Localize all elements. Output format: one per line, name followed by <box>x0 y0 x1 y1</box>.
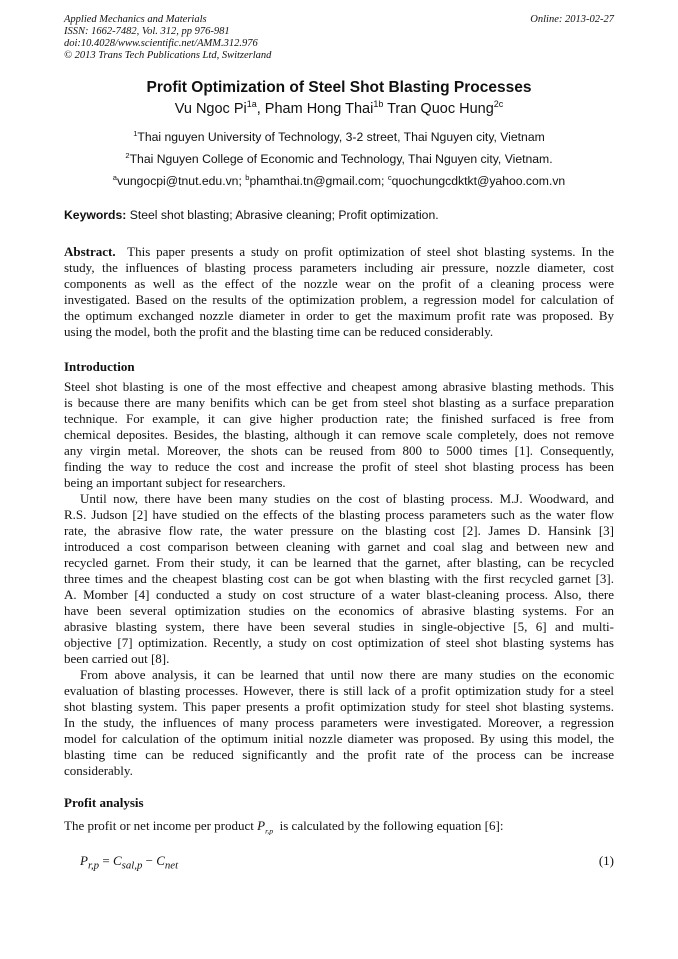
equation-1: $P_{r,p} = C_{sal,p} - C_{net}$ <box>80 853 179 872</box>
introduction-line: chemical deposites. Besides, the blasting, although it can remove scale completely, does not remove <box>64 427 614 442</box>
paper-title: Profit Optimization of Steel Shot Blasting Processes <box>146 79 532 96</box>
online-date: Online: 2013-02-27 <box>530 14 614 25</box>
introduction-line: abrasive blasting system, there have been several studies in single-objective [5, 6] and multi- <box>64 619 614 634</box>
email: quochungcdktkt@yahoo.com.vn <box>391 174 566 188</box>
email: vungocpi@tnut.edu.vn; <box>116 174 246 188</box>
issn: ISSN: 1662-7482, Vol. 312, pp 976-981 <box>64 26 230 37</box>
abstract-line: investigated. Based on the results of the optimization problem, a regression model for calculation of <box>64 292 614 307</box>
abstract-line: components as well as the effect of the nozzle wear on the profit of a cleaning process were <box>64 276 614 291</box>
introduction-line: introduced a cost comparison between cleaning with garnet and coal slag and between new and <box>64 539 614 554</box>
introduction-line: is because there are many benifits which can be get from steel shot blasting as a surface preparation <box>64 395 614 410</box>
affiliation-sup: 2 <box>125 150 130 160</box>
introduction-line: blasting time can be reduced significantly and the profit rate of the process can be increase <box>64 747 614 762</box>
email-sup: a <box>112 172 117 182</box>
abstract-line: the optimum exchanged nozzle diameter in order to get the maximum profit rate was proposed. By <box>64 308 614 323</box>
introduction-line: Until now, there have been many studies on the cost of blasting process. M.J. Woodward, and <box>80 491 614 506</box>
copyright: © 2013 Trans Tech Publications Ltd, Switzerland <box>64 50 272 61</box>
email: phamthai.tn@gmail.com; <box>249 174 388 188</box>
text: The profit or net income per product <box>64 818 258 833</box>
journal-name: Applied Mechanics and Materials <box>64 14 207 25</box>
doi: doi:10.4028/www.scientific.net/AMM.312.976 <box>64 38 258 49</box>
affiliation-sup: 1 <box>133 128 138 138</box>
introduction-line: objective [7] optimization. Recently, a study on cost optimization of steel shot blasting systems has <box>64 635 614 650</box>
introduction-line: been carried out [8]. <box>64 651 170 666</box>
author-sup: 1b <box>373 99 384 110</box>
abstract-line: study, the influences of blasting process parameters including air pressure, nozzle diameter, cost <box>64 260 614 275</box>
section-heading-introduction: Introduction <box>64 359 135 374</box>
abstract-label: Abstract. <box>64 244 116 259</box>
introduction-line: shot blasting system. This paper presents a profit optimization study for steel shot blasting systems. <box>64 699 614 714</box>
author-name: Pham Hong Thai <box>264 101 374 117</box>
introduction-body <box>64 379 614 779</box>
profit-analysis-text <box>64 818 614 840</box>
affiliation <box>0 130 678 144</box>
introduction-line: rate, the abrasive flow rate, the water pressure on the blasting cost [2]. James D. Hansink [3] <box>64 523 614 538</box>
introduction-line: have been several optimization studies on the economics of abrasive blasting systems. For an <box>64 603 614 618</box>
introduction-line: being an important subject for researchers. <box>64 475 286 490</box>
abstract-line <box>64 244 614 260</box>
emails <box>0 174 678 188</box>
keywords-label: Keywords: <box>64 208 127 222</box>
author-sup: 1a <box>246 99 257 110</box>
author-name: Tran Quoc Hung <box>387 101 494 117</box>
introduction-line: any virgin metal. Moreover, the shots can be reused from 800 to 5000 times [1]. Consequently, <box>64 443 614 458</box>
abstract <box>64 244 614 340</box>
journal-header <box>64 14 271 62</box>
email-sup: c <box>387 172 392 182</box>
author-sup: 2c <box>493 99 504 110</box>
introduction-line: A. Momber [4] conducted a study on cost structure of a water blast-cleaning process. Also, there <box>64 587 614 602</box>
introduction-line: R.S. Judson [2] have studied on the effects of the blasting process parameters such as the water flow <box>64 507 614 522</box>
introduction-line: technique. For example, it can give higher production rate; the finished surfaced is free from <box>64 411 614 426</box>
section-heading-profit-analysis: Profit analysis <box>64 795 144 810</box>
introduction-line: model for calculation of the optimum initial nozzle diameter was proposed. By using this model, the <box>64 731 614 746</box>
introduction-line: evaluation of blasting processes. However, there is still lack of a profit optimization study for a steel <box>64 683 614 698</box>
introduction-line: three times and the cheapest blasting cost can be got when blasting with the first recycled garnet [3]. <box>64 571 614 586</box>
introduction-line: Steel shot blasting is one of the most effective and cheapest among abrasive blasting methods. This <box>64 379 614 394</box>
affiliation-text: Thai Nguyen College of Economic and Technology, Thai Nguyen city, Vietnam. <box>129 152 553 166</box>
introduction-line: finding the way to reduce the cost and increase the profit of steel shot blasting process has been <box>64 459 614 474</box>
authors <box>0 101 678 117</box>
keywords-text: Steel shot blasting; Abrasive cleaning; Profit optimization. <box>126 208 439 222</box>
introduction-line: From above analysis, it can be learned that until now there are many studies on the economic <box>80 667 614 682</box>
text: is calculated by the following equation [6]: <box>273 818 504 833</box>
equation-number: (1) <box>598 853 614 868</box>
abstract-text: This paper presents a study on profit optimization of steel shot blasting systems. In the <box>115 244 614 259</box>
author-name: Vu Ngoc Pi <box>174 101 247 117</box>
symbol: $P_{r,p}$ <box>257 818 274 836</box>
introduction-line: recycled garnet. From their study, it can be learned that the garnet, after blasting, can be recycled <box>64 555 614 570</box>
author-sep: , <box>256 101 265 117</box>
email-sup: b <box>245 172 250 182</box>
affiliation-text: Thai nguyen University of Technology, 3-2 street, Thai Nguyen city, Vietnam <box>137 130 545 144</box>
keywords <box>64 208 439 222</box>
introduction-line: In the study, the influences of many process parameters were investigated. Moreover, a regression <box>64 715 614 730</box>
abstract-line: using the model, both the profit and the blasting time can be reduced considerably. <box>64 324 494 339</box>
introduction-line: considerably. <box>64 763 133 778</box>
affiliation <box>0 152 678 166</box>
